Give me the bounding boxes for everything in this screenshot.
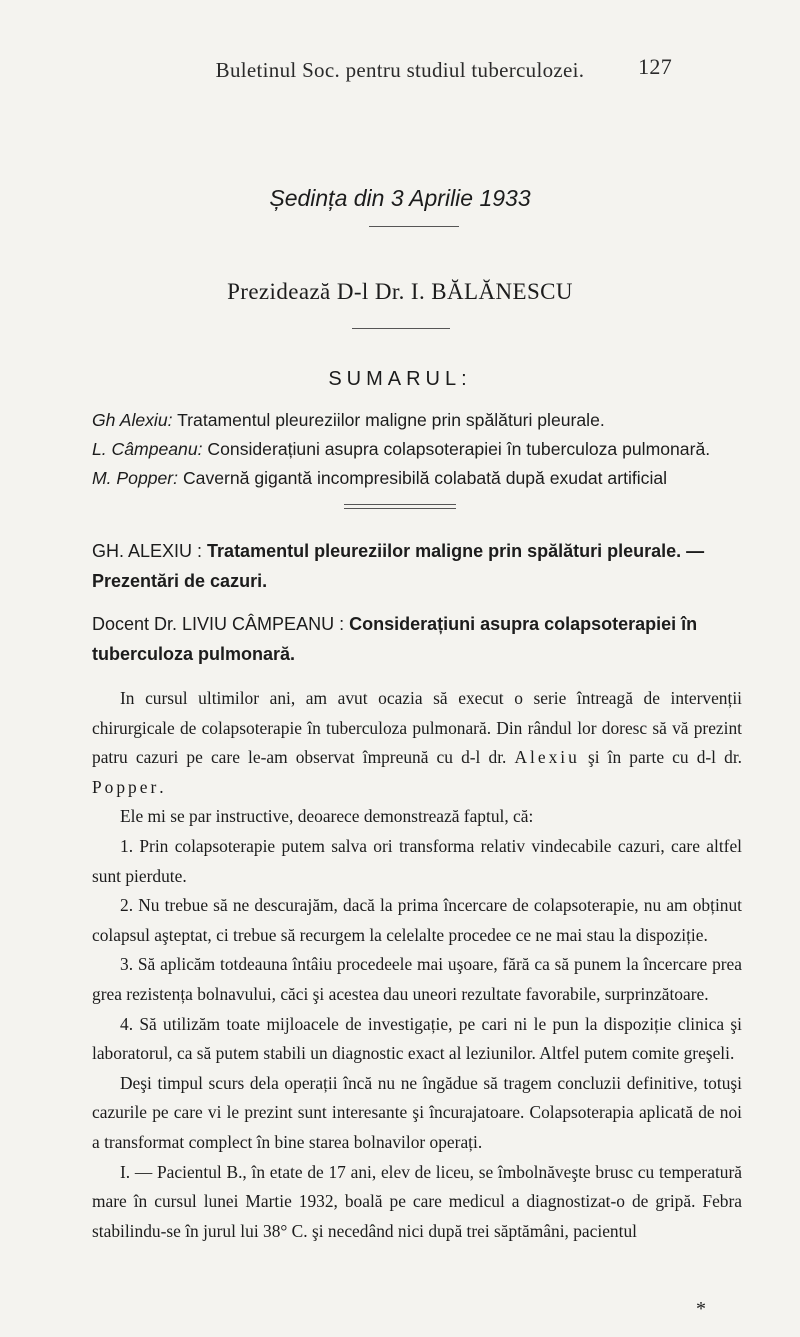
- summary-list: [92, 410, 732, 497]
- list-item: 4. Să utilizăm toate mijloacele de investigație, pe cari ni le pun la dispoziție clinica şi laboratorul, ca să putem stabili un diagnostic exact al leziunilor. Altfel putem comite greşeli.: [92, 1013, 742, 1064]
- paragraph: Deşi timpul scurs dela operații încă nu ne îngădue să tragem concluzii definitive, totuşi cazurile pe care vi le prezint sunt interesante şi încurajatoare. Colapsoterapia aplicată de noi a transformat complect în bine starea bolnavilor operați.: [92, 1072, 742, 1152]
- summary-item: [92, 468, 732, 497]
- communication-author: GH. ALEXIU :: [92, 541, 208, 561]
- summary-author: M. Popper:: [92, 468, 179, 488]
- list-item: 1. Prin colapsoterapie putem salva ori transforma relativ vindecabile cazuri, care altfel sunt pierdute.: [92, 835, 742, 886]
- divider: [369, 226, 459, 227]
- name-popper: Popper: [92, 776, 160, 797]
- summary-title-text: Considerațiuni asupra colapsoterapiei în tuberculoza pulmonară.: [202, 439, 711, 459]
- communication-1: [92, 536, 742, 596]
- summary-author: Gh Alexiu:: [92, 410, 173, 430]
- article-body: [92, 684, 742, 1246]
- divider: [352, 328, 450, 329]
- summary-heading: SUMARUL:: [328, 368, 472, 390]
- footer-asterisk: *: [696, 1298, 706, 1320]
- list-item: 3. Să aplicăm totdeauna întâiu procedeele mai uşoare, fără ca să punem la încercare prea grea rezistența bolnavului, căci şi acestea dau uneori rezultate favorabile, surprinzătoare.: [92, 954, 742, 1004]
- presiding-line: Prezidează D-l Dr. I. BĂLĂNESCU: [227, 279, 573, 304]
- summary-title-text: Cavernă gigantă incompresibilă colabată după exudat artificial: [178, 468, 668, 488]
- summary-title-text: Tratamentul pleureziilor maligne prin spălături pleurale.: [172, 410, 605, 430]
- communication-title: Considerațiuni asupra colapsoterapiei în tuberculoza pulmonară.: [92, 614, 698, 664]
- text: şi în parte cu d-l dr.: [579, 747, 742, 768]
- session-title: Ședința din 3 Aprilie 1933: [269, 185, 531, 211]
- paragraph: Ele mi se par instructive, deoarece demonstrează faptul, că:: [120, 806, 534, 827]
- summary-author: L. Câmpeanu:: [92, 439, 203, 459]
- case-paragraph: I. — Pacientul B., în etate de 17 ani, elev de liceu, se îmbolnăveşte brusc cu temperatură mare în cursul lunei Martie 1932, boală pe care medicul a diagnostizat-o de gripă. Febra stabilindu-se în jurul lui 38° C. şi necedând nici după trei săptămâni, pacientul: [92, 1161, 742, 1241]
- summary-item: [92, 410, 732, 439]
- running-header: [0, 54, 800, 83]
- page-number: 127: [638, 54, 672, 79]
- text: .: [159, 776, 164, 797]
- communication-2: [92, 609, 742, 669]
- text: In cursul ultimilor ani, am avut ocazia să execut o serie întreagă de intervenții chirurgicale de colapsoterapie în tuberculoza pulmonară. Din rândul lor doresc să vă prezint patru cazuri pe care le-am observat împreună cu d-l dr.: [92, 688, 742, 768]
- communication-author: Docent Dr. LIVIU CÂMPEANU :: [92, 614, 350, 634]
- name-alexiu: Alexiu: [514, 747, 580, 768]
- double-divider: [344, 504, 456, 512]
- journal-title: Buletinul Soc. pentru studiul tuberculozei.: [215, 58, 585, 82]
- list-item: 2. Nu trebue să ne descurajăm, dacă la prima încercare de colapsoterapie, nu am obținut colapsul aşteptat, ci trebue să recurgem la celelalte procedee ce ne mai stau la dispoziție.: [92, 895, 742, 945]
- communication-title: Tratamentul pleureziilor maligne prin spălături pleurale. — Prezentări de cazuri.: [92, 541, 705, 591]
- paragraph: [92, 684, 742, 802]
- summary-item: [92, 439, 732, 468]
